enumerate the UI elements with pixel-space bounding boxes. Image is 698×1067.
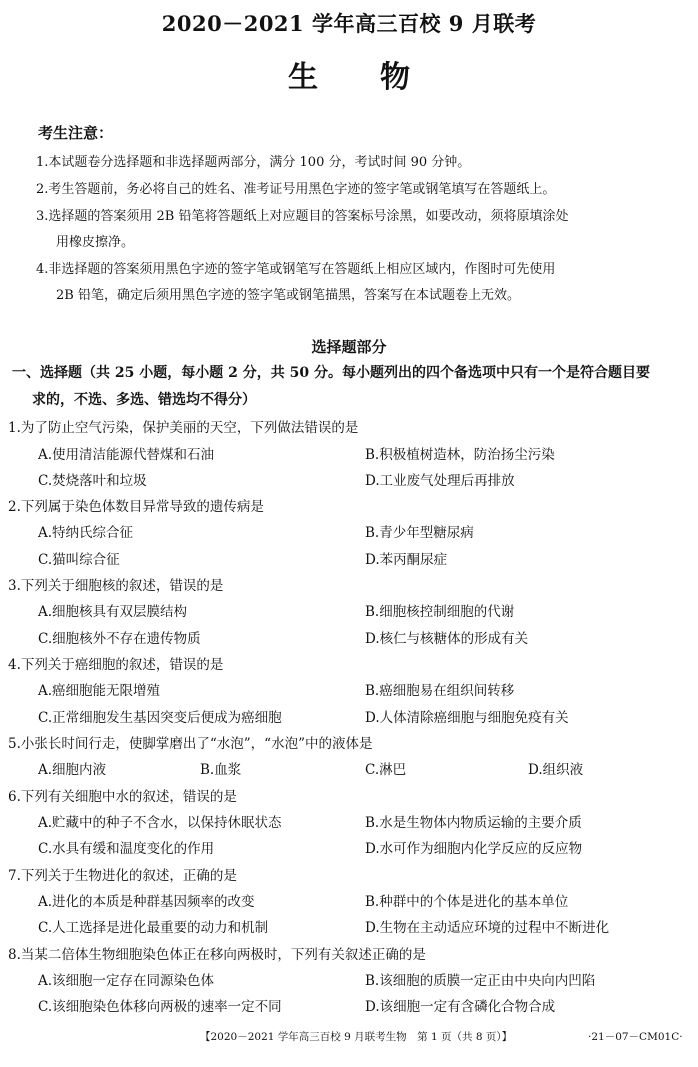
question-stem: 8.当某二倍体生物细胞染色体正在移向两极时，下列有关叙述正确的是 — [8, 947, 426, 963]
option-a: A.细胞内液 — [38, 762, 107, 778]
option-c: C.淋巴 — [365, 762, 407, 778]
subject-title: 生物 — [288, 60, 472, 95]
section-instruction: 一、选择题（共 25 小题，每小题 2 分，共 50 分。每小题列出的四个备选项中只有一个是符合题目要 — [12, 365, 650, 381]
option-d: D.该细胞一定有含磷化合物合成 — [365, 999, 556, 1015]
question-stem: 3.下列关于细胞核的叙述，错误的是 — [8, 578, 224, 594]
option-a: A.进化的本质是种群基因频率的改变 — [38, 894, 255, 910]
option-c: C.人工选择是进化最重要的动力和机制 — [38, 920, 269, 936]
notice-item-2: 2.考生答题前，务必将自己的姓名、准考证号用黑色字迹的签字笔或钢笔填写在答题纸上。 — [36, 182, 556, 197]
question-stem: 1.为了防止空气污染，保护美丽的天空，下列做法错误的是 — [8, 420, 359, 436]
section-instruction-cont: 求的，不选、多选、错选均不得分） — [32, 392, 256, 408]
option-c: C.细胞核外不存在遗传物质 — [38, 631, 201, 647]
option-b: B.细胞核控制细胞的代谢 — [365, 604, 515, 620]
section-title: 选择题部分 — [311, 338, 387, 356]
option-c: C.正常细胞发生基因突变后便成为癌细胞 — [38, 710, 282, 726]
option-d: D.苯丙酮尿症 — [365, 552, 448, 568]
page-footer: 【2020－2021 学年高三百校 9 月联考生物 第 1 页（共 8 页）】 — [200, 1031, 513, 1043]
option-b: B.青少年型糖尿病 — [365, 525, 474, 541]
option-d: D.水可作为细胞内化学反应的反应物 — [365, 841, 583, 857]
notice-item-4-cont: 2B 铅笔，确定后须用黑色字迹的签字笔或钢笔描黑，答案写在本试题卷上无效。 — [56, 288, 520, 303]
option-d: D.核仁与核糖体的形成有关 — [365, 631, 529, 647]
option-a: A.特纳氏综合征 — [38, 525, 134, 541]
notice-item-4: 4.非选择题的答案须用黑色字迹的签字笔或钢笔写在答题纸上相应区域内，作图时可先使用 — [36, 262, 556, 277]
option-d: D.组织液 — [528, 762, 584, 778]
option-d: D.人体清除癌细胞与细胞免疫有关 — [365, 710, 569, 726]
option-b: B.积极植树造林，防治扬尘污染 — [365, 447, 555, 463]
option-b: B.水是生物体内物质运输的主要介质 — [365, 815, 582, 831]
option-b: B.癌细胞易在组织间转移 — [365, 683, 515, 699]
option-c: C.水具有缓和温度变化的作用 — [38, 841, 215, 857]
option-b: B.种群中的个体是进化的基本单位 — [365, 894, 569, 910]
notice-item-1: 1.本试题卷分选择题和非选择题两部分，满分 100 分，考试时间 90 分钟。 — [36, 155, 471, 170]
question-stem: 5.小张长时间行走，使脚掌磨出了“水泡”，“水泡”中的液体是 — [8, 736, 373, 752]
option-c: C.该细胞染色体移向两极的速率一定不同 — [38, 999, 282, 1015]
exam-title: 2020－2021 学年高三百校 9 月联考 — [161, 11, 537, 36]
option-a: A.该细胞一定存在同源染色体 — [38, 973, 215, 989]
option-a: A.细胞核具有双层膜结构 — [38, 604, 188, 620]
option-d: D.生物在主动适应环境的过程中不断进化 — [365, 920, 610, 936]
option-a: A.癌细胞能无限增殖 — [38, 683, 161, 699]
option-b: B.血浆 — [200, 762, 242, 778]
notice-item-3-cont: 用橡皮擦净。 — [56, 235, 135, 250]
question-stem: 4.下列关于癌细胞的叙述，错误的是 — [8, 657, 224, 673]
option-c: C.焚烧落叶和垃圾 — [38, 473, 147, 489]
option-d: D.工业废气处理后再排放 — [365, 473, 515, 489]
option-a: A.使用清洁能源代替煤和石油 — [38, 447, 215, 463]
notice-heading: 考生注意： — [38, 124, 114, 142]
notice-item-3: 3.选择题的答案须用 2B 铅笔将答题纸上对应题目的答案标号涂黑，如要改动，须将原填涂处 — [36, 209, 569, 224]
option-b: B.该细胞的质膜一定正由中央向内凹陷 — [365, 973, 596, 989]
question-stem: 6.下列有关细胞中水的叙述，错误的是 — [8, 789, 237, 805]
paper-code: ·21－07－CM01C· — [588, 1031, 683, 1043]
question-stem: 7.下列关于生物进化的叙述，正确的是 — [8, 868, 237, 884]
question-stem: 2.下列属于染色体数目异常导致的遗传病是 — [8, 499, 264, 515]
option-a: A.贮藏中的种子不含水，以保持休眠状态 — [38, 815, 282, 831]
option-c: C.猫叫综合征 — [38, 552, 120, 568]
